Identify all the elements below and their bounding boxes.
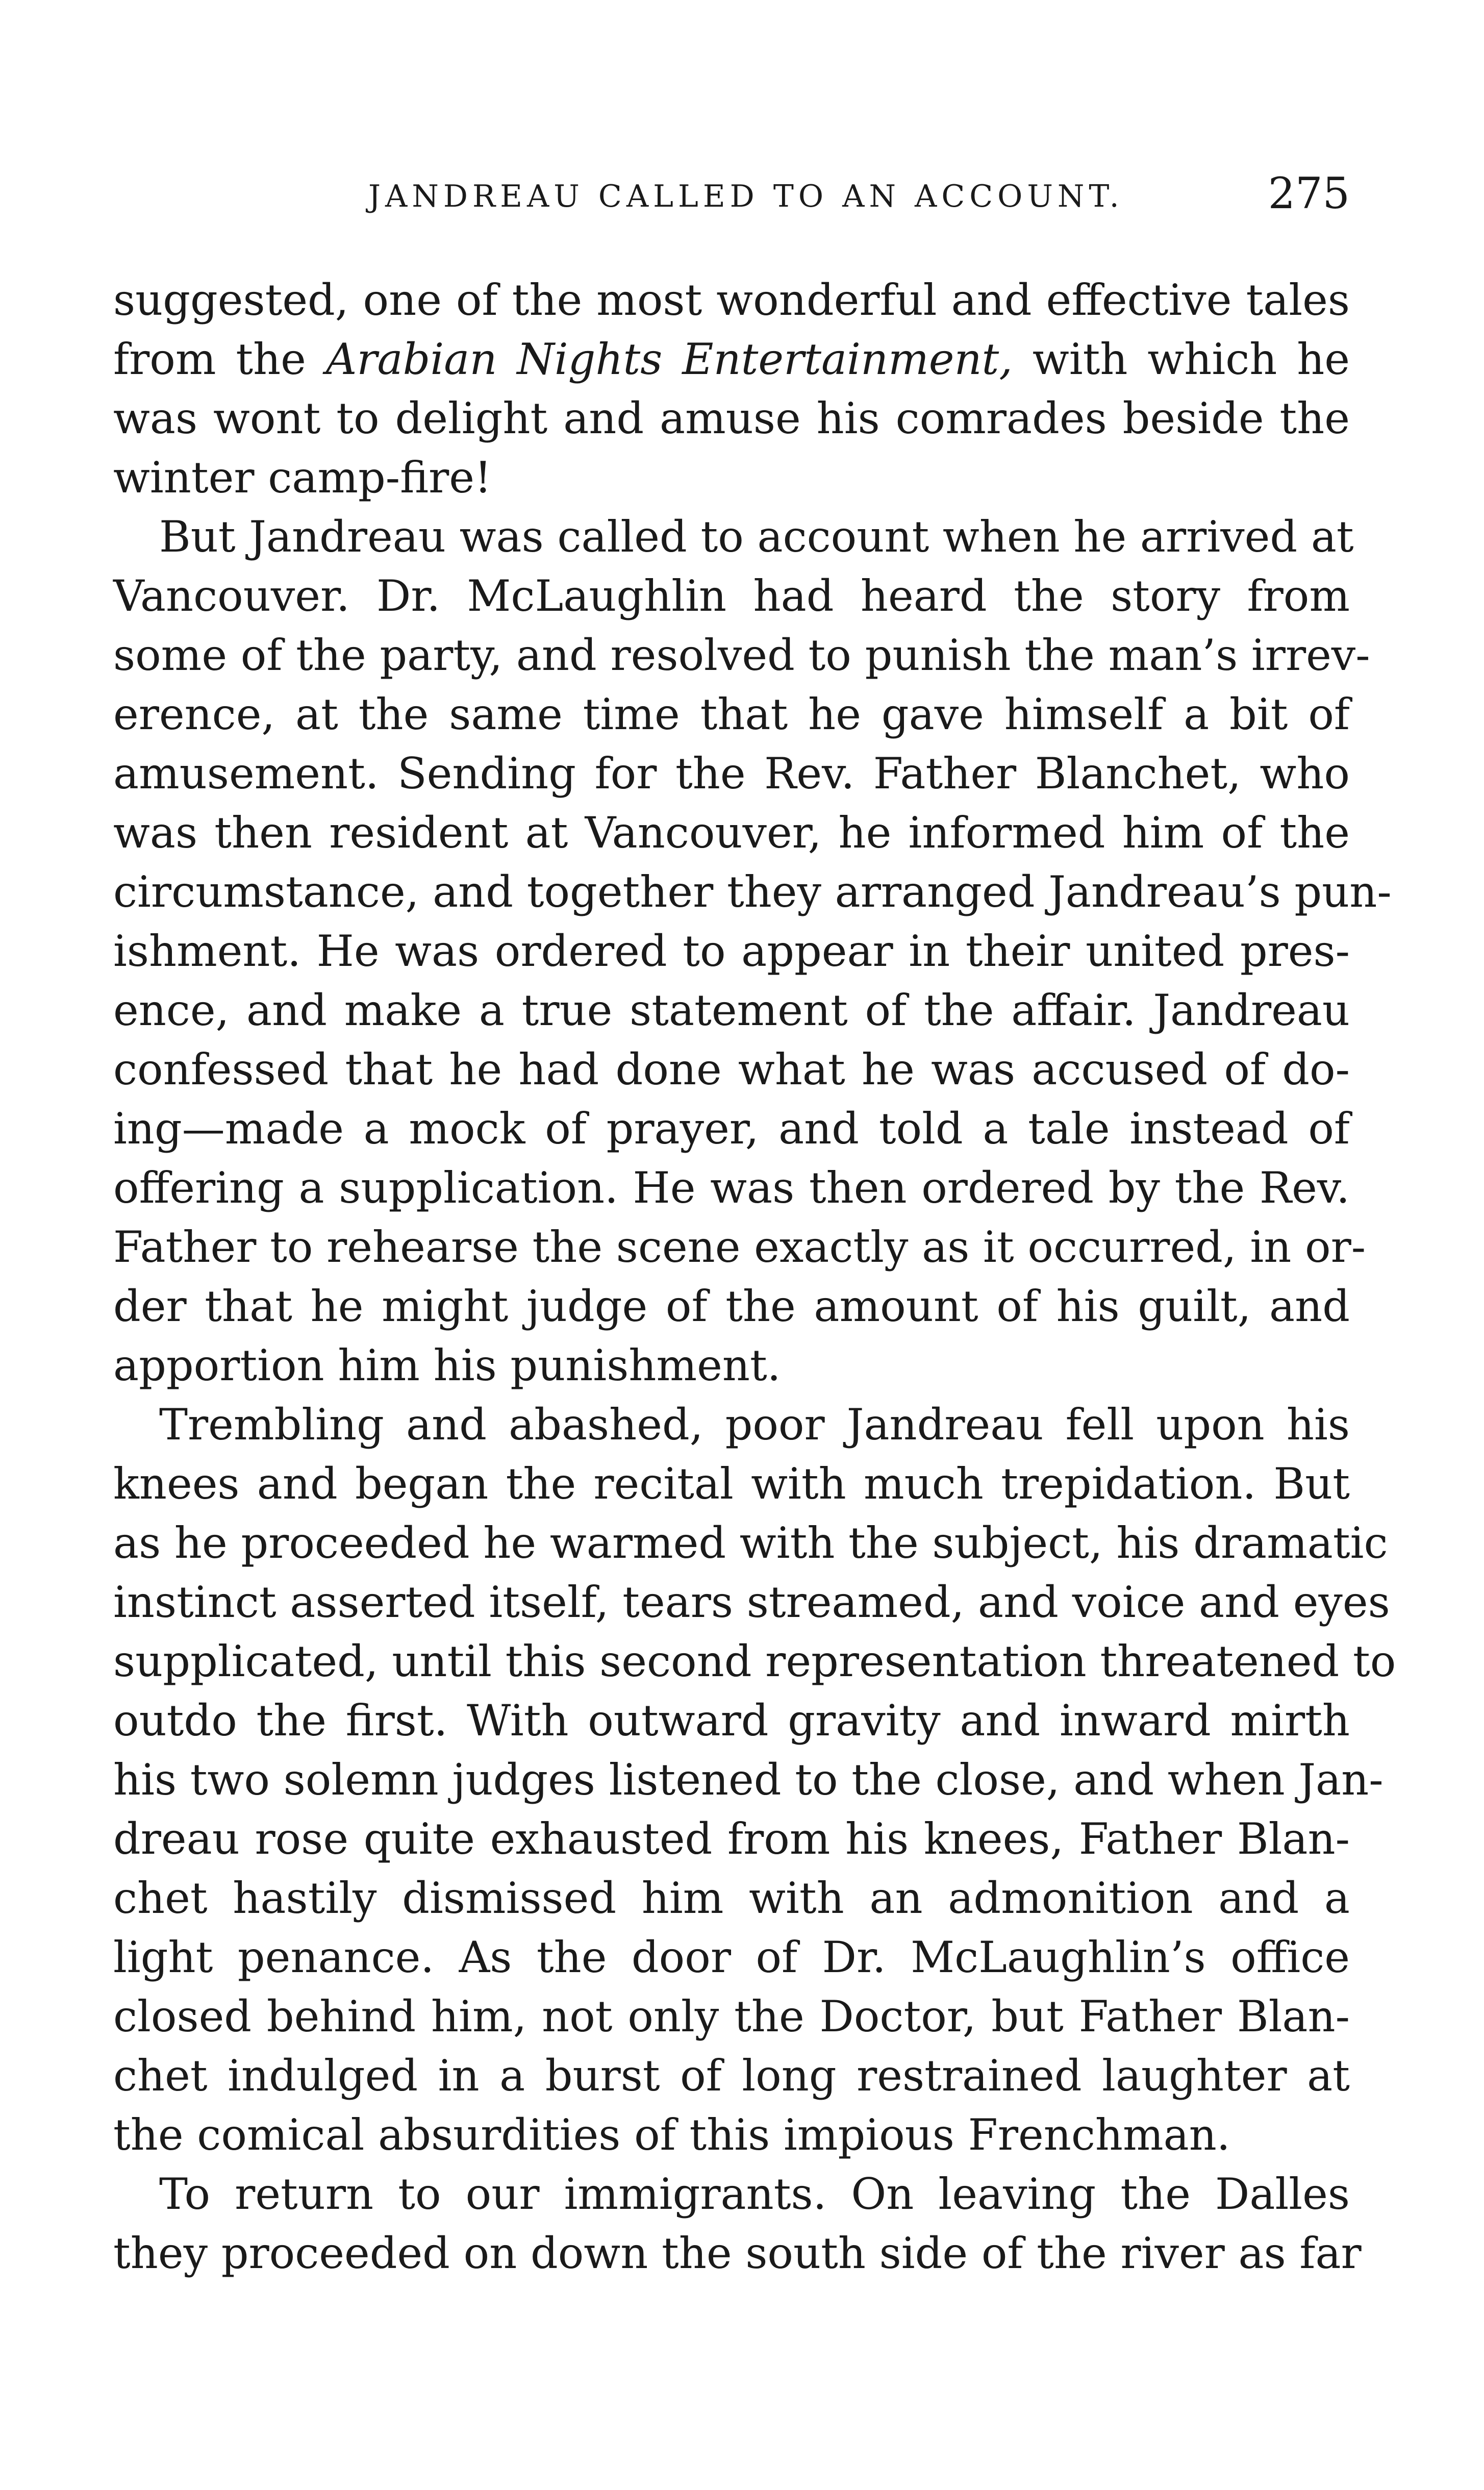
text-line: But Jandreau was called to account when he arrived at [159, 512, 1354, 562]
body-text [113, 270, 1396, 2283]
text-line: ishment. He was ordered to appear in their united pres- [113, 926, 1350, 976]
text-line-segment: from the [113, 334, 326, 384]
text-line: ence, and make a true statement of the affair. Jandreau [113, 985, 1350, 1035]
text-line: winter camp-fire! [113, 453, 492, 503]
text-line-segment: with which he [1013, 334, 1350, 384]
text-line: instinct asserted itself, tears streamed, and voice and eyes [113, 1577, 1390, 1627]
text-line: light penance. As the door of Dr. McLaughlin’s office [113, 1932, 1350, 1982]
text-line: supplicated, until this second representation threatened to [113, 1636, 1396, 1686]
text-line: as he proceeded he warmed with the subject, his dramatic [113, 1518, 1388, 1568]
text-line: dreau rose quite exhausted from his knees, Father Blan- [113, 1814, 1350, 1864]
text-line: chet indulged in a burst of long restrained laughter at [113, 2051, 1350, 2101]
text-line: the comical absurdities of this impious Frenchman. [113, 2110, 1230, 2160]
text-line: they proceeded on down the south side of the river as far [113, 2228, 1362, 2278]
text-line: amusement. Sending for the Rev. Father Blanchet, who [113, 749, 1350, 799]
text-line: apportion him his punishment. [113, 1340, 781, 1390]
text-line: der that he might judge of the amount of his guilt, and [113, 1281, 1350, 1331]
running-head [113, 168, 1350, 225]
text-line: confessed that he had done what he was accused of do- [113, 1044, 1350, 1094]
text-line: Vancouver. Dr. McLaughlin had heard the story from [113, 571, 1350, 621]
text-line: was then resident at Vancouver, he informed him of the [113, 808, 1350, 858]
text-line: closed behind him, not only the Doctor, but Father Blan- [113, 1991, 1350, 2041]
text-line: suggested, one of the most wonderful and effective tales [113, 275, 1350, 325]
text-line: erence, at the same time that he gave himself a bit of [113, 689, 1350, 739]
running-title: JANDREAU CALLED TO AN ACCOUNT. [368, 179, 1124, 214]
text-line: circumstance, and together they arranged Jandreau’s pun- [113, 867, 1392, 917]
text-line: some of the party, and resolved to punish the man’s irrev- [113, 630, 1370, 680]
text-line: To return to our immigrants. On leaving the Dalles [159, 2169, 1350, 2219]
text-line: was wont to delight and amuse his comrades beside the [113, 393, 1350, 443]
text-line: Trembling and abashed, poor Jandreau fell upon his [159, 1400, 1350, 1450]
text-line: chet hastily dismissed him with an admonition and a [113, 1873, 1350, 1923]
text-line: knees and began the recital with much trepidation. But [113, 1459, 1350, 1509]
text-line [113, 330, 1350, 389]
text-line: Father to rehearse the scene exactly as it occurred, in or- [113, 1222, 1366, 1272]
book-title-italic: Arabian Nights Entertainment, [325, 334, 1013, 384]
page-number: 275 [1268, 168, 1350, 218]
text-line: his two solemn judges listened to the close, and when Jan- [113, 1755, 1384, 1805]
text-line: ing—made a mock of prayer, and told a tale instead of [113, 1104, 1350, 1154]
text-line: offering a supplication. He was then ordered by the Rev. [113, 1163, 1350, 1213]
text-line: outdo the first. With outward gravity and inward mirth [113, 1696, 1350, 1746]
